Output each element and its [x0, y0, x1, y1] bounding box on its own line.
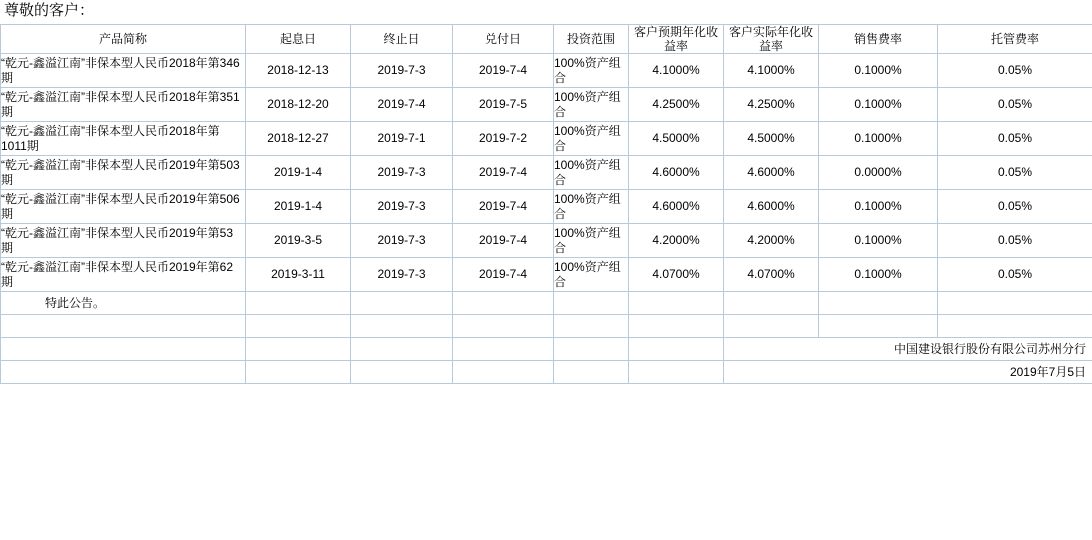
empty-cell	[938, 292, 1092, 315]
cell-end-date: 2019-7-4	[351, 88, 453, 122]
table-row	[1, 122, 1092, 156]
empty-cell	[819, 292, 938, 315]
note-text: 特此公告。	[1, 292, 246, 315]
column-header-expected-rate: 客户预期年化收益率	[629, 25, 724, 54]
cell-product: “乾元-鑫溢江南”非保本型人民币2018年第351期	[1, 88, 246, 122]
cell-sales-fee: 0.1000%	[819, 258, 938, 292]
product-table	[0, 24, 1092, 384]
cell-pay-date: 2019-7-4	[453, 224, 554, 258]
cell-actual-rate: 4.5000%	[724, 122, 819, 156]
empty-cell	[246, 292, 351, 315]
table-header	[1, 25, 1092, 54]
cell-sales-fee: 0.1000%	[819, 54, 938, 88]
column-header-start-date: 起息日	[246, 25, 351, 54]
cell-expected-rate: 4.6000%	[629, 190, 724, 224]
column-header-product: 产品简称	[1, 25, 246, 54]
empty-cell	[246, 361, 351, 384]
empty-cell	[629, 361, 724, 384]
cell-scope: 100%资产组合	[554, 54, 629, 88]
cell-scope: 100%资产组合	[554, 156, 629, 190]
cell-pay-date: 2019-7-4	[453, 54, 554, 88]
cell-pay-date: 2019-7-4	[453, 156, 554, 190]
blank-row	[1, 315, 1092, 338]
cell-actual-rate: 4.2500%	[724, 88, 819, 122]
empty-cell	[724, 315, 819, 338]
table-row	[1, 88, 1092, 122]
empty-cell	[1, 315, 246, 338]
cell-start-date: 2018-12-27	[246, 122, 351, 156]
cell-expected-rate: 4.5000%	[629, 122, 724, 156]
empty-cell	[629, 338, 724, 361]
empty-cell	[938, 315, 1092, 338]
cell-pay-date: 2019-7-5	[453, 88, 554, 122]
cell-end-date: 2019-7-3	[351, 258, 453, 292]
column-header-end-date: 终止日	[351, 25, 453, 54]
empty-cell	[629, 292, 724, 315]
cell-sales-fee: 0.1000%	[819, 224, 938, 258]
column-header-scope: 投资范围	[554, 25, 629, 54]
empty-cell	[351, 338, 453, 361]
empty-cell	[351, 361, 453, 384]
empty-cell	[453, 361, 554, 384]
empty-cell	[453, 292, 554, 315]
cell-scope: 100%资产组合	[554, 258, 629, 292]
cell-end-date: 2019-7-1	[351, 122, 453, 156]
cell-start-date: 2019-3-11	[246, 258, 351, 292]
column-header-sales-fee: 销售费率	[819, 25, 938, 54]
cell-sales-fee: 0.0000%	[819, 156, 938, 190]
cell-custody-fee: 0.05%	[938, 224, 1092, 258]
cell-custody-fee: 0.05%	[938, 190, 1092, 224]
empty-cell	[554, 338, 629, 361]
empty-cell	[724, 292, 819, 315]
cell-start-date: 2018-12-13	[246, 54, 351, 88]
empty-cell	[819, 315, 938, 338]
cell-start-date: 2019-1-4	[246, 190, 351, 224]
cell-actual-rate: 4.0700%	[724, 258, 819, 292]
signature-org-row	[1, 338, 1092, 361]
cell-sales-fee: 0.1000%	[819, 122, 938, 156]
cell-expected-rate: 4.2000%	[629, 224, 724, 258]
cell-custody-fee: 0.05%	[938, 156, 1092, 190]
column-header-custody-fee: 托管费率	[938, 25, 1092, 54]
cell-sales-fee: 0.1000%	[819, 88, 938, 122]
cell-start-date: 2019-1-4	[246, 156, 351, 190]
signature-date-row	[1, 361, 1092, 384]
column-header-actual-rate: 客户实际年化收益率	[724, 25, 819, 54]
column-header-pay-date: 兑付日	[453, 25, 554, 54]
cell-actual-rate: 4.6000%	[724, 190, 819, 224]
cell-actual-rate: 4.2000%	[724, 224, 819, 258]
cell-start-date: 2018-12-20	[246, 88, 351, 122]
cell-end-date: 2019-7-3	[351, 190, 453, 224]
cell-scope: 100%资产组合	[554, 122, 629, 156]
empty-cell	[453, 315, 554, 338]
cell-custody-fee: 0.05%	[938, 258, 1092, 292]
cell-pay-date: 2019-7-4	[453, 258, 554, 292]
cell-scope: 100%资产组合	[554, 190, 629, 224]
empty-cell	[1, 338, 246, 361]
greeting-text: 尊敬的客户：	[4, 2, 95, 19]
empty-cell	[554, 292, 629, 315]
cell-product: “乾元-鑫溢江南”非保本型人民币2018年第346期	[1, 54, 246, 88]
cell-pay-date: 2019-7-2	[453, 122, 554, 156]
empty-cell	[351, 315, 453, 338]
cell-product: “乾元-鑫溢江南”非保本型人民币2019年第62期	[1, 258, 246, 292]
cell-end-date: 2019-7-3	[351, 54, 453, 88]
cell-expected-rate: 4.0700%	[629, 258, 724, 292]
empty-cell	[351, 292, 453, 315]
table-row	[1, 224, 1092, 258]
cell-expected-rate: 4.1000%	[629, 54, 724, 88]
empty-cell	[246, 315, 351, 338]
cell-product: “乾元-鑫溢江南”非保本型人民币2019年第506期	[1, 190, 246, 224]
cell-custody-fee: 0.05%	[938, 122, 1092, 156]
cell-product: “乾元-鑫溢江南”非保本型人民币2019年第503期	[1, 156, 246, 190]
cell-sales-fee: 0.1000%	[819, 190, 938, 224]
empty-cell	[554, 361, 629, 384]
empty-cell	[554, 315, 629, 338]
empty-cell	[453, 338, 554, 361]
cell-actual-rate: 4.6000%	[724, 156, 819, 190]
table-row	[1, 54, 1092, 88]
note-row	[1, 292, 1092, 315]
cell-expected-rate: 4.6000%	[629, 156, 724, 190]
cell-end-date: 2019-7-3	[351, 156, 453, 190]
table-row	[1, 190, 1092, 224]
cell-custody-fee: 0.05%	[938, 54, 1092, 88]
cell-actual-rate: 4.1000%	[724, 54, 819, 88]
table-row	[1, 258, 1092, 292]
cell-end-date: 2019-7-3	[351, 224, 453, 258]
empty-cell	[1, 361, 246, 384]
empty-cell	[629, 315, 724, 338]
signature-org: 中国建设银行股份有限公司苏州分行	[724, 338, 1092, 361]
cell-scope: 100%资产组合	[554, 224, 629, 258]
cell-scope: 100%资产组合	[554, 88, 629, 122]
cell-expected-rate: 4.2500%	[629, 88, 724, 122]
table-row	[1, 156, 1092, 190]
table-header-row	[1, 25, 1092, 54]
cell-start-date: 2019-3-5	[246, 224, 351, 258]
cell-product: “乾元-鑫溢江南”非保本型人民币2019年第53期	[1, 224, 246, 258]
cell-product: “乾元-鑫溢江南”非保本型人民币2018年第1011期	[1, 122, 246, 156]
cell-pay-date: 2019-7-4	[453, 190, 554, 224]
empty-cell	[246, 338, 351, 361]
cell-custody-fee: 0.05%	[938, 88, 1092, 122]
signature-date: 2019年7月5日	[724, 361, 1092, 384]
table-body	[1, 54, 1092, 384]
